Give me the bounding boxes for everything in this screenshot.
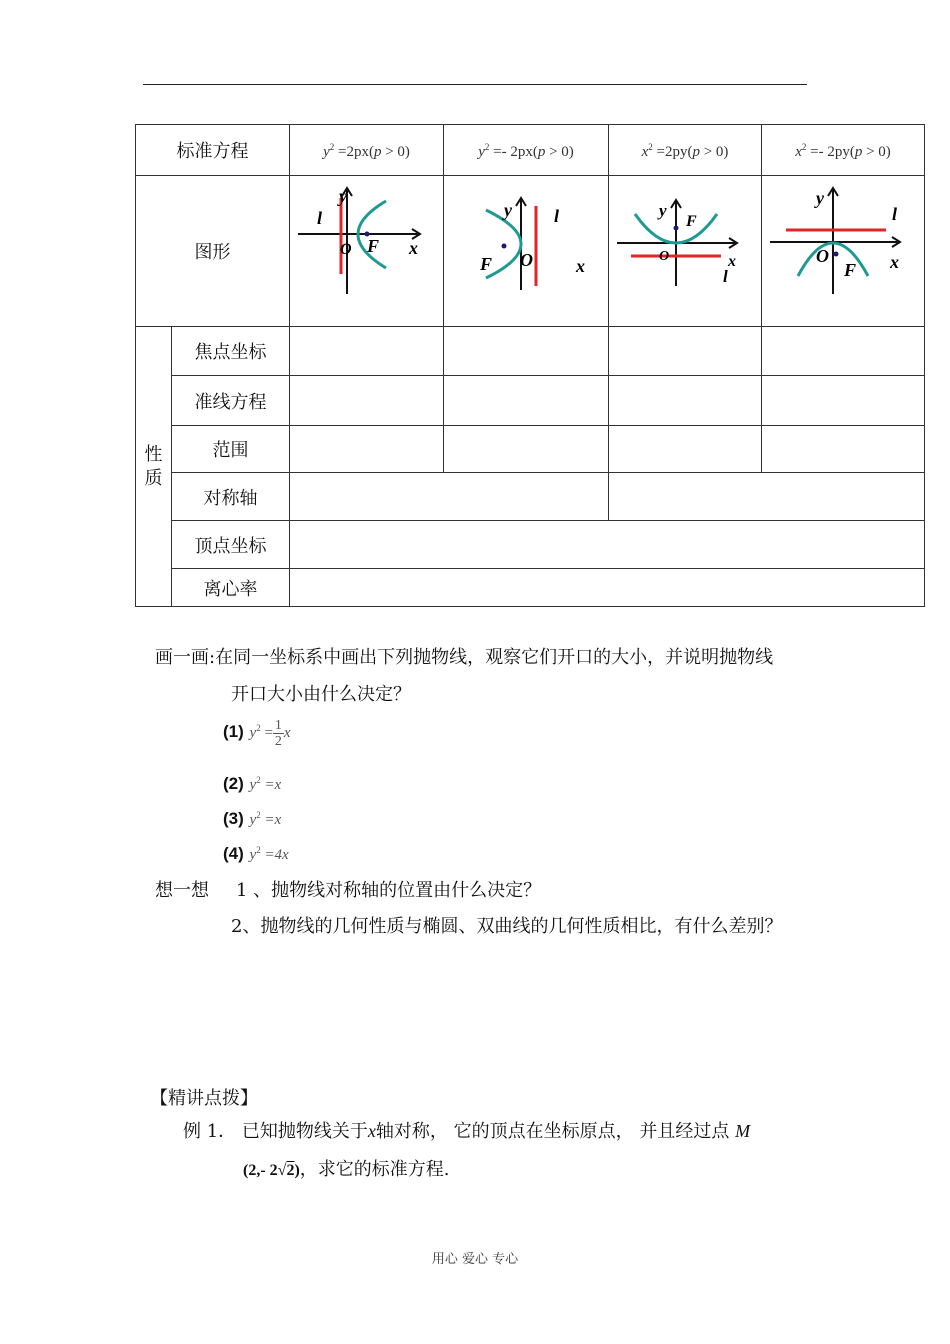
header-label-cell [136,125,290,176]
row-label-focus: 焦点坐标 [172,327,290,376]
directrix-label: l [723,267,728,286]
row-label-vertex: 顶点坐标 [172,521,290,569]
properties-group-cell [136,327,172,607]
header-rule [143,84,807,85]
draw-text-1: 在同一坐标系中画出下列抛物线，观察它们开口的大小，并说明抛物线 [215,647,774,668]
row-label-directrix: 准线方程 [172,376,290,426]
origin-label: O [340,241,352,258]
y-label: y [339,186,347,206]
standard-equation-label: 标准方程 [176,141,249,162]
think-heading: 想一想 [155,880,209,901]
draw-heading: 画一画: [155,647,216,668]
equation-cell-1 [290,125,444,176]
x-label: x [576,256,585,276]
focus-point [674,226,679,231]
equation-cell-4 [762,125,925,176]
cell-focus-4 [762,327,925,376]
cell-directrix-1 [290,376,444,426]
equation-cell-2 [444,125,609,176]
cell-range-4 [762,426,925,473]
draw-item-2: (2) $y^2 =x$ [223,774,282,793]
origin-label: O [520,250,533,270]
equation-cell-3 [609,125,762,176]
equation-2: $y^2 =- 2px(p > 0)$ [478,141,574,160]
cell-focus-1 [290,327,444,376]
lecture-heading: 【精讲点拨】 [150,1088,258,1109]
equation-4: $x^2 =- 2py(p > 0)$ [795,141,891,160]
x-label: x [728,253,736,270]
cell-directrix-2 [444,376,609,426]
cell-directrix-3 [609,376,762,426]
fraction-one-half: $\frac{1}{2}$ [274,718,282,749]
graph-cell-up-opening [609,176,762,327]
origin-label: O [816,246,829,266]
cell-vertex [290,521,925,569]
cell-range-1 [290,426,444,473]
focus-point [834,252,839,257]
row-label-eccentricity: 离心率 [172,569,290,607]
x-label: x [409,238,418,258]
page-footer: 用心 爱心 专心 [431,1252,519,1267]
directrix-label: l [892,204,898,224]
origin-label: O [659,249,670,264]
focus-label: F [686,213,697,230]
cell-directrix-4 [762,376,925,426]
cell-axis-vertical [609,473,925,521]
example-1-line-1: 例 1． 已知抛物线关于x轴对称， 它的顶点在坐标原点， 并且经过点 M [183,1121,751,1142]
figure-label-cell [136,176,290,327]
graph-left-opening [444,176,608,326]
graph-cell-right-opening [290,176,444,327]
equation-3: $x^2 =2py(p > 0)$ [641,141,729,160]
equation-1: $y^2 =2px(p > 0)$ [323,141,410,160]
draw-item-4: (4) $y^2 =4x$ [223,844,289,863]
focus-label: F [844,260,857,280]
draw-text-2: 开口大小由什么决定？ [231,684,411,705]
figure-label: 图形 [194,242,231,263]
think-question-1: 1 、抛物线对称轴的位置由什么决定？ [236,880,542,901]
graph-right-opening [290,176,443,326]
draw-item-3: (3) $y^2 =x$ [223,809,282,828]
draw-task-line-1 [155,643,773,669]
properties-group-label: 性 质 [144,443,163,489]
focus-label: F [480,254,493,274]
cell-eccentricity [290,569,925,607]
draw-item-1: (1) $y^2$ = $\frac{1}{2}$ x [223,718,291,749]
directrix-label: l [554,206,560,226]
cell-range-3 [609,426,762,473]
cell-focus-3 [609,327,762,376]
y-label: y [659,201,667,220]
y-label: y [816,188,824,208]
graph-up-opening [609,176,761,326]
focus-point [502,244,507,249]
x-label: x [890,252,899,272]
row-label-symmetry-axis: 对称轴 [172,473,290,521]
graph-down-opening [762,176,924,326]
row-label-range: 范围 [172,426,290,473]
directrix-label: l [317,208,323,228]
graph-cell-left-opening [444,176,609,327]
parabola-properties-table [135,124,925,607]
think-question-2: 2、抛物线的几何性质与椭圆、双曲线的几何性质相比，有什么差别？ [231,916,783,937]
cell-range-2 [444,426,609,473]
focus-label: F [367,236,380,256]
graph-cell-down-opening [762,176,925,327]
cell-axis-horizontal [290,473,609,521]
y-label: y [504,200,512,220]
cell-focus-2 [444,327,609,376]
example-1-line-2: (2,- 2√2)，求它的标准方程. [243,1159,450,1180]
